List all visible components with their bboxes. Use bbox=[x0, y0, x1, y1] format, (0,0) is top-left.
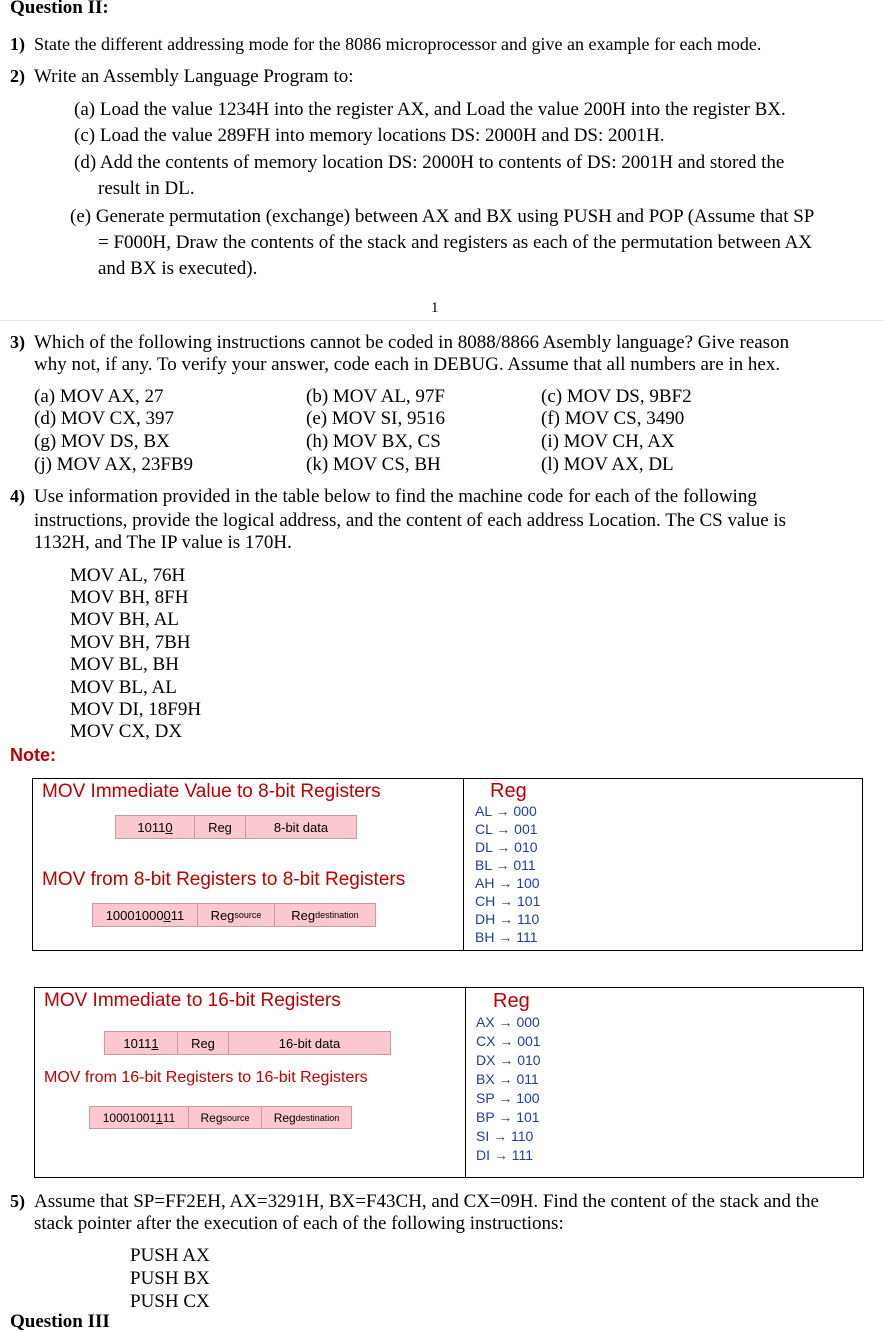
page-number: 1 bbox=[431, 300, 439, 316]
reg16-code: BP → 101 bbox=[476, 1109, 540, 1125]
q2-part-e-line2: = F000H, Draw the contents of the stack and registers as each of the permutation between AX bbox=[98, 232, 813, 253]
opcode-prefix: 10001000 bbox=[105, 907, 164, 923]
q4-line1: Use information provided in the table below to find the machine code for each of the following bbox=[34, 486, 757, 507]
q4-line3: 1132H, and The IP value is 170H. bbox=[34, 532, 292, 553]
reg16-title: Reg bbox=[493, 990, 530, 1012]
q3-item-i: (i) MOV CH, AX bbox=[541, 431, 675, 452]
next-question-heading: Question III bbox=[10, 1311, 110, 1332]
reg-destination-label: Reg bbox=[291, 907, 316, 923]
q3-number: 3) bbox=[10, 332, 25, 352]
reg8-code: AL → 000 bbox=[475, 803, 537, 819]
q4-instruction: MOV CX, DX bbox=[70, 721, 183, 742]
reg-destination-label: Reg bbox=[273, 1110, 296, 1125]
q1-number: 1) bbox=[10, 34, 25, 54]
q5-number: 5) bbox=[10, 1191, 25, 1211]
w-bit: 1 bbox=[156, 1110, 163, 1125]
opcode-prefix: 10001001 bbox=[102, 1110, 157, 1125]
reg8-code: DH → 110 bbox=[475, 911, 540, 927]
reg8-code: CH → 101 bbox=[475, 893, 541, 909]
q2-part-c: (c) Load the value 289FH into memory locations DS: 2000H and DS: 2001H. bbox=[74, 125, 665, 146]
source-subscript: source bbox=[222, 1112, 250, 1123]
q4-instruction: MOV AL, 76H bbox=[70, 565, 186, 586]
mov-imm8-format-bar bbox=[115, 815, 357, 839]
data-field: 16-bit data bbox=[278, 1035, 341, 1051]
source-subscript: source bbox=[234, 910, 262, 920]
reg8-code: BH → 111 bbox=[475, 929, 538, 945]
opcode-prefix: 1011 bbox=[137, 819, 166, 835]
q2-part-e-line3: and BX is executed). bbox=[98, 258, 258, 279]
reg16-code: DX → 010 bbox=[476, 1052, 541, 1068]
page-divider bbox=[0, 320, 884, 321]
reg-source-label: Reg bbox=[200, 1110, 223, 1125]
q3-item-h: (h) MOV BX, CS bbox=[306, 431, 441, 452]
w-bit: 0 bbox=[165, 819, 173, 835]
reg8-title: Reg bbox=[490, 780, 527, 802]
q5-line1: Assume that SP=FF2EH, AX=3291H, BX=F43CH, and CX=09H. Find the content of the stack and the bbox=[34, 1191, 819, 1212]
q3-line2: why not, if any. To verify your answer, code each in DEBUG. Assume that all numbers are in hex. bbox=[34, 354, 781, 375]
q3-item-k: (k) MOV CS, BH bbox=[306, 454, 441, 475]
q4-instruction: MOV BL, AL bbox=[70, 677, 177, 698]
q2-number: 2) bbox=[10, 66, 25, 86]
q4-instruction: MOV DI, 18F9H bbox=[70, 699, 202, 720]
opcode-prefix: 1011 bbox=[123, 1035, 152, 1051]
reg-destination-field bbox=[262, 1107, 351, 1128]
opcode-field bbox=[93, 904, 198, 926]
reg8-code: DL → 010 bbox=[475, 839, 538, 855]
reg16-code: BX → 011 bbox=[476, 1071, 539, 1087]
q2-part-a: (a) Load the value 1234H into the register AX, and Load the value 200H into the register BX. bbox=[74, 99, 786, 120]
reg-destination-field bbox=[275, 904, 375, 926]
q3-item-j: (j) MOV AX, 23FB9 bbox=[34, 454, 194, 475]
q5-instruction: PUSH BX bbox=[130, 1268, 210, 1289]
w-bit: 0 bbox=[163, 907, 171, 923]
q3-item-a: (a) MOV AX, 27 bbox=[34, 386, 164, 407]
q5-instruction: PUSH CX bbox=[130, 1291, 210, 1312]
data-field: 8-bit data bbox=[273, 819, 329, 835]
reg16-code: SP → 100 bbox=[476, 1090, 540, 1106]
reg16-code: SI → 110 bbox=[476, 1128, 534, 1144]
reg-source-label: Reg bbox=[210, 907, 235, 923]
q4-instruction: MOV BH, AL bbox=[70, 609, 179, 630]
q4-instruction: MOV BH, 8FH bbox=[70, 587, 189, 608]
destination-subscript: destination bbox=[315, 910, 359, 920]
table-8bit-divider bbox=[463, 778, 464, 950]
q4-instruction: MOV BL, BH bbox=[70, 654, 179, 675]
mov-reg16-format-bar bbox=[89, 1106, 352, 1129]
q3-item-e: (e) MOV SI, 9516 bbox=[306, 408, 445, 429]
question-heading: Question II: bbox=[10, 0, 109, 18]
destination-subscript: destination bbox=[295, 1112, 340, 1123]
q3-item-f: (f) MOV CS, 3490 bbox=[541, 408, 685, 429]
opcode-field bbox=[90, 1107, 189, 1128]
note-label: Note: bbox=[10, 745, 56, 765]
mov-imm16-title: MOV Immediate to 16-bit Registers bbox=[44, 990, 341, 1011]
reg-field: Reg bbox=[195, 816, 246, 838]
reg8-code: CL → 001 bbox=[475, 821, 538, 837]
mod-bits: 11 bbox=[170, 907, 185, 923]
opcode-field bbox=[116, 816, 195, 838]
q2-part-e-line1: (e) Generate permutation (exchange) between AX and BX using PUSH and POP (Assume that SP bbox=[70, 206, 815, 227]
q1-text: State the different addressing mode for the 8086 microprocessor and give an example for each mode. bbox=[34, 34, 762, 54]
reg8-code: AH → 100 bbox=[475, 875, 540, 891]
q5-line2: stack pointer after the execution of each of the following instructions: bbox=[34, 1213, 564, 1234]
mod-bits: 11 bbox=[162, 1110, 176, 1125]
q4-number: 4) bbox=[10, 486, 25, 506]
mov-imm16-format-bar bbox=[104, 1031, 391, 1055]
w-bit: 1 bbox=[151, 1035, 159, 1051]
reg-source-field bbox=[198, 904, 275, 926]
q2-text: Write an Assembly Language Program to: bbox=[34, 66, 354, 87]
q3-item-l: (l) MOV AX, DL bbox=[541, 454, 674, 475]
table-16bit-divider bbox=[465, 987, 466, 1177]
reg8-code: BL → 011 bbox=[475, 857, 536, 873]
q4-instruction: MOV BH, 7BH bbox=[70, 632, 191, 653]
mov-reg8-format-bar bbox=[92, 903, 376, 927]
q5-instruction: PUSH AX bbox=[130, 1245, 210, 1266]
q4-line2: instructions, provide the logical address, and the content of each address Location. The CS value is bbox=[34, 510, 787, 531]
reg16-code: CX → 001 bbox=[476, 1033, 541, 1049]
opcode-field bbox=[105, 1032, 178, 1054]
q3-item-g: (g) MOV DS, BX bbox=[34, 431, 170, 452]
reg-source-field bbox=[189, 1107, 262, 1128]
q3-item-d: (d) MOV CX, 397 bbox=[34, 408, 175, 429]
reg-field: Reg bbox=[178, 1032, 229, 1054]
mov-reg8-title: MOV from 8-bit Registers to 8-bit Registers bbox=[42, 869, 406, 890]
mov-reg16-title: MOV from 16-bit Registers to 16-bit Registers bbox=[44, 1069, 368, 1086]
reg16-code: AX → 000 bbox=[476, 1014, 540, 1030]
q3-item-b: (b) MOV AL, 97F bbox=[306, 386, 445, 407]
q3-item-c: (c) MOV DS, 9BF2 bbox=[541, 386, 692, 407]
q3-line1: Which of the following instructions cannot be coded in 8088/8866 Asembly language? Give reason bbox=[34, 332, 790, 353]
q2-part-d-line2: result in DL. bbox=[98, 178, 195, 199]
mov-imm8-title: MOV Immediate Value to 8-bit Registers bbox=[42, 781, 381, 802]
reg16-code: DI → 111 bbox=[476, 1147, 534, 1163]
q2-part-d-line1: (d) Add the contents of memory location DS: 2000H to contents of DS: 2001H and stored the bbox=[74, 152, 785, 173]
